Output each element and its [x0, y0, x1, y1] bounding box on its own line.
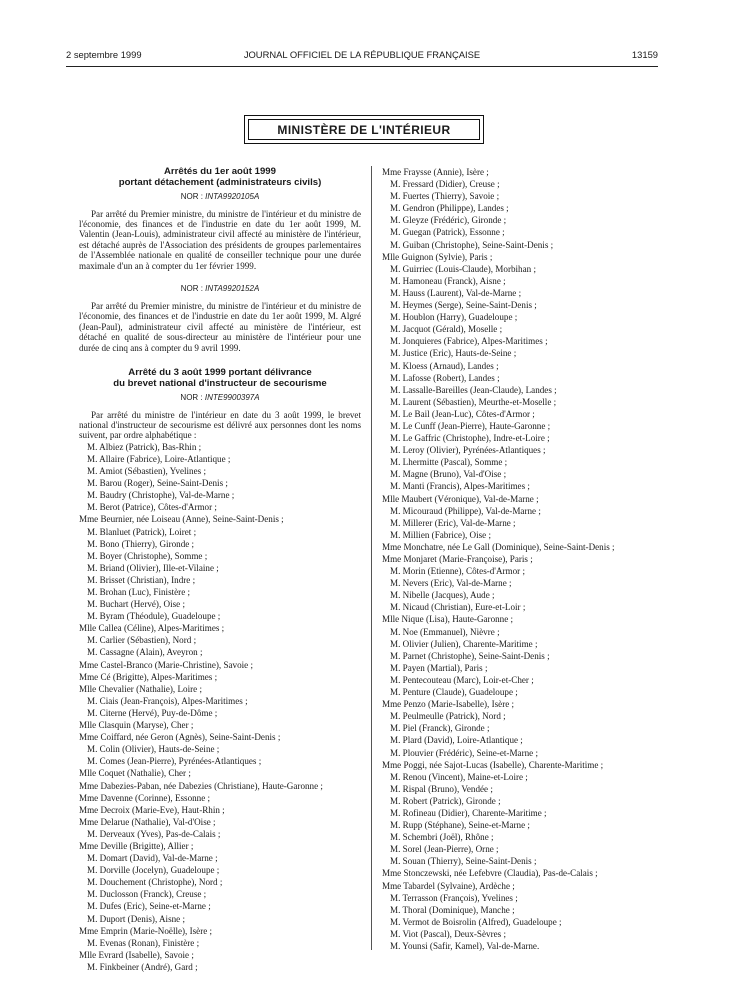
list-item: M. Jonquieres (Fabrice), Alpes-Maritimes ;: [390, 336, 548, 347]
nor-label: NOR :: [180, 191, 206, 201]
header-rule: [66, 66, 658, 67]
list-item: M. Souan (Thierry), Seine-Saint-Denis ;: [390, 856, 537, 867]
list-item: M. Plouvier (Frédéric), Seine-et-Marne ;: [390, 747, 538, 758]
list-item: M. Le Gaffric (Christophe), Indre-et-Loire ;: [390, 433, 550, 444]
list-item: Mme Dabezies-Paban, née Dabezies (Christiane), Haute-Garonne ;: [79, 780, 323, 791]
page-header: [66, 49, 658, 63]
left-name-list: [79, 441, 361, 973]
section1-nor1: [79, 191, 361, 202]
left-column: [79, 166, 361, 973]
list-item: Mlle Callea (Céline), Alpes-Maritimes ;: [79, 623, 225, 634]
header-journal-title: JOURNAL OFFICIEL DE LA RÉPUBLIQUE FRANÇAISE: [243, 49, 481, 60]
list-item: M. Domart (David), Val-de-Marne ;: [87, 853, 218, 864]
list-item: M. Micouraud (Philippe), Val-de-Marne ;: [390, 505, 541, 516]
list-item: M. Olivier (Julien), Charente-Maritime ;: [390, 638, 538, 649]
list-item: M. Citerne (Hervé), Puy-de-Dôme ;: [87, 707, 218, 718]
list-item: M. Blanluet (Patrick), Loiret ;: [87, 526, 197, 537]
nor-code: INTA9920105A: [205, 191, 260, 201]
section2-intro: Par arrêté du ministre de l'intérieur en date du 3 août 1999, le brevet national d'instructeur de secourisme est délivré aux personnes dont les noms suivent, par ordre alphabétique :: [79, 409, 361, 441]
list-item: Mlle Nique (Lisa), Haute-Garonne ;: [382, 614, 514, 625]
list-item: M. Guiban (Christophe), Seine-Saint-Denis ;: [390, 239, 554, 250]
list-item: M. Rispal (Bruno), Vendée ;: [390, 783, 493, 794]
list-item: Mme Tabardel (Sylvaine), Ardèche ;: [382, 880, 515, 891]
right-column: [382, 166, 666, 952]
list-item: M. Schembri (Joël), Rhône ;: [390, 832, 494, 843]
nor-label: NOR :: [180, 392, 205, 402]
list-item: M. Le Cunff (Jean-Pierre), Haute-Garonne ;: [390, 420, 551, 431]
list-item: Mme Coiffard, née Geron (Agnès), Seine-Saint-Denis ;: [79, 732, 281, 743]
list-item: Mme Monjaret (Marie-Françoise), Paris ;: [382, 554, 533, 564]
list-item: Mme Stonczewski, née Lefebvre (Claudia), Pas-de-Calais ;: [382, 868, 598, 879]
list-item: Mme Delarue (Nathalie), Val-d'Oise ;: [79, 816, 216, 827]
header-date: 2 septembre 1999: [66, 49, 142, 60]
list-item: M. Guegan (Patrick), Essonne ;: [390, 227, 505, 238]
list-item: M. Amiot (Sébastien), Yvelines ;: [87, 466, 206, 477]
list-item: Mme Castel-Branco (Marie-Christine), Savoie ;: [79, 659, 253, 670]
list-item: M. Buchart (Hervé), Oise ;: [87, 599, 185, 610]
list-item: M. Allaire (Fabrice), Loire-Atlantique ;: [87, 453, 231, 464]
section1-title: [79, 166, 361, 189]
list-item: M. Younsi (Safir, Kamel), Val-de-Marne.: [390, 941, 540, 951]
list-item: M. Fuertes (Thierry), Savoie ;: [390, 191, 500, 202]
list-item: M. Peulmeulle (Patrick), Nord ;: [390, 711, 506, 722]
list-item: Mlle Guignon (Sylvie), Paris ;: [382, 251, 493, 262]
list-item: M. Rupp (Stéphane), Seine-et-Marne ;: [390, 820, 530, 831]
list-item: M. Brohan (Luc), Finistère ;: [87, 587, 191, 597]
list-item: M. Terrasson (François), Yvelines ;: [390, 892, 518, 903]
section2-nor: [79, 392, 361, 403]
list-item: M. Colin (Olivier), Hauts-de-Seine ;: [87, 744, 220, 755]
list-item: M. Justice (Eric), Hauts-de-Seine ;: [390, 348, 517, 359]
list-item: M. Heymes (Serge), Seine-Saint-Denis ;: [390, 300, 537, 311]
list-item: M. Guirriec (Louis-Claude), Morbihan ;: [390, 263, 536, 274]
list-item: M. Lhermitte (Pascal), Somme ;: [390, 457, 508, 468]
list-item: M. Leroy (Olivier), Pyrénées-Atlantiques ;: [390, 445, 546, 456]
list-item: M. Dorville (Jocelyn), Guadeloupe ;: [87, 865, 220, 876]
list-item: Mme Emprin (Marie-Noëlle), Isère ;: [79, 925, 213, 936]
list-item: M. Berot (Patrice), Côtes-d'Armor ;: [87, 502, 217, 513]
list-item: M. Viot (Pascal), Deux-Sèvres ;: [390, 928, 506, 939]
list-item: M. Houblon (Harry), Guadeloupe ;: [390, 312, 518, 323]
list-item: M. Vermot de Boisrolin (Alfred), Guadeloupe ;: [390, 916, 562, 927]
list-item: M. Manti (Francis), Alpes-Maritimes ;: [390, 481, 530, 492]
list-item: M. Barou (Roger), Seine-Saint-Denis ;: [87, 478, 228, 489]
list-item: Mme Beurnier, née Loiseau (Anne), Seine-Saint-Denis ;: [79, 514, 284, 525]
column-divider: [371, 166, 372, 950]
list-item: M. Byram (Théodule), Guadeloupe ;: [87, 611, 221, 622]
list-item: M. Nicaud (Christian), Eure-et-Loir ;: [390, 602, 526, 613]
list-item: M. Plard (David), Loire-Atlantique ;: [390, 735, 523, 746]
list-item: Mme Deville (Brigitte), Allier ;: [79, 840, 194, 851]
list-item: M. Gleyze (Frédéric), Gironde ;: [390, 215, 507, 226]
section1-paragraph2: Par arrêté du Premier ministre, du ministre de l'intérieur et du ministre de l'économie, des finances et de l'industrie en date du 1er août 1999, M. Algré (Jean-Paul), administrateur civil affecté au ministère de l'intérieur, est détaché en qualité de sous-directeur au ministère de l'intérieur pour une durée de cinq ans à compter du 9 avril 1999.: [79, 301, 361, 353]
section1-paragraph1: Par arrêté du Premier ministre, du ministre de l'intérieur et du ministre de l'économie, des finances et de l'industrie en date du 1er août 1999, M. Valentin (Jean-Louis), administrateur civil affecté au ministère de l'intérieur, est détaché auprès de l'Association des présidents de groupes parlementaires de l'Assemblée nationale en qualité de conseiller technique pour une durée maximale d'un an à compter du 1er février 1999.: [79, 208, 361, 271]
list-item: M. Brisset (Christian), Indre ;: [87, 574, 196, 585]
list-item: Mme Davenne (Corinne), Essonne ;: [79, 792, 211, 803]
list-item: M. Derveaux (Yves), Pas-de-Calais ;: [87, 828, 221, 839]
list-item: M. Ciais (Jean-François), Alpes-Maritimes ;: [87, 695, 248, 706]
list-item: M. Evenas (Ronan), Finistère ;: [87, 937, 200, 948]
list-item: Mme Penzo (Marie-Isabelle), Isère ;: [382, 699, 515, 710]
list-item: Mlle Maubert (Véronique), Val-de-Marne ;: [382, 493, 539, 504]
list-item: M. Millerer (Eric), Val-de-Marne ;: [390, 517, 516, 528]
nor-code: INTA9920152A: [205, 284, 260, 294]
list-item: M. Bono (Thierry), Gironde ;: [87, 538, 195, 549]
list-item: M. Payen (Martial), Paris ;: [390, 662, 488, 673]
list-item: M. Robert (Patrick), Gironde ;: [390, 795, 501, 806]
list-item: M. Noe (Emmanuel), Nièvre ;: [390, 626, 500, 637]
list-item: M. Lafosse (Robert), Landes ;: [390, 372, 500, 383]
list-item: Mlle Chevalier (Nathalie), Loire ;: [79, 683, 202, 694]
list-item: M. Renou (Vincent), Maine-et-Loire ;: [390, 771, 528, 782]
list-item: M. Parnet (Christophe), Seine-Saint-Denis ;: [390, 650, 550, 661]
ministry-title: MINISTÈRE DE L'INTÉRIEUR: [248, 119, 480, 140]
list-item: M. Kloess (Arnaud), Landes ;: [390, 360, 499, 371]
list-item: M. Hamoneau (Franck), Aisne ;: [390, 275, 506, 286]
list-item: M. Baudry (Christophe), Val-de-Marne ;: [87, 490, 235, 501]
list-item: M. Nibelle (Jacques), Aude ;: [390, 590, 495, 601]
list-item: Mme Poggi, née Sajot-Lucas (Isabelle), Charente-Maritime ;: [382, 759, 604, 770]
section1-title-line2: portant détachement (administrateurs civils): [118, 177, 322, 189]
header-page-number: 13159: [631, 49, 658, 60]
section2-title: [79, 367, 361, 390]
list-item: M. Boyer (Christophe), Somme ;: [87, 550, 208, 561]
list-item: M. Cassagne (Alain), Aveyron ;: [87, 647, 203, 658]
list-item: M. Duport (Denis), Aisne ;: [87, 913, 186, 924]
list-item: M. Hauss (Laurent), Val-de-Marne ;: [390, 287, 522, 298]
list-item: M. Carlier (Sébastien), Nord ;: [87, 635, 197, 646]
ministry-box: [244, 115, 484, 144]
list-item: Mlle Coquet (Nathalie), Cher ;: [79, 768, 191, 779]
section1-title-line1: Arrêtés du 1er août 1999: [164, 166, 276, 177]
list-item: M. Magne (Bruno), Val-d'Oise ;: [390, 469, 507, 480]
list-item: M. Morin (Etienne), Côtes-d'Armor ;: [390, 566, 525, 577]
list-item: M. Nevers (Eric), Val-de-Marne ;: [390, 578, 512, 589]
nor-label: NOR :: [180, 284, 206, 294]
list-item: M. Briand (Olivier), Ille-et-Vilaine ;: [87, 562, 219, 573]
list-item: M. Albiez (Patrick), Bas-Rhin ;: [87, 441, 202, 452]
list-item: Mlle Clasquin (Maryse), Cher ;: [79, 720, 194, 731]
list-item: M. Fressard (Didier), Creuse ;: [390, 179, 500, 190]
list-item: M. Penture (Claude), Guadeloupe ;: [390, 687, 518, 698]
list-item: M. Finkbeiner (André), Gard ;: [87, 961, 198, 972]
list-item: M. Jacquot (Gérald), Moselle ;: [390, 324, 503, 335]
list-item: M. Sorel (Jean-Pierre), Orne ;: [390, 844, 499, 855]
list-item: M. Comes (Jean-Pierre), Pyrénées-Atlantiques ;: [87, 756, 262, 767]
list-item: M. Millien (Fabrice), Oise ;: [390, 529, 492, 540]
section2-title-line2: du brevet national d'instructeur de secourisme: [113, 378, 327, 390]
list-item: M. Rofineau (Didier), Charente-Maritime ;: [390, 807, 547, 818]
list-item: M. Thoral (Dominique), Manche ;: [390, 904, 515, 915]
list-item: M. Duclosson (Franck), Creuse ;: [87, 889, 207, 900]
list-item: Mme Monchatre, née Le Gall (Dominique), Seine-Saint-Denis ;: [382, 541, 615, 552]
list-item: Mme Cé (Brigitte), Alpes-Maritimes ;: [79, 671, 218, 682]
list-item: Mme Decroix (Marie-Eve), Haut-Rhin ;: [79, 804, 225, 815]
list-item: M. Gendron (Philippe), Landes ;: [390, 203, 509, 214]
section2-title-line1: Arrêté du 3 août 1999 portant délivrance: [128, 367, 312, 379]
list-item: M. Lassalle-Bareilles (Jean-Claude), Landes ;: [390, 384, 557, 395]
right-name-list: [382, 166, 666, 952]
list-item: M. Laurent (Sébastien), Meurthe-et-Moselle ;: [390, 396, 557, 407]
list-item: Mlle Evrard (Isabelle), Savoie ;: [79, 949, 194, 960]
list-item: M. Piel (Franck), Gironde ;: [390, 723, 490, 734]
list-item: M. Douchement (Christophe), Nord ;: [87, 877, 223, 888]
list-item: M. Pentecouteau (Marc), Loir-et-Cher ;: [390, 674, 534, 685]
section1-nor2: [79, 283, 361, 294]
list-item: M. Le Bail (Jean-Luc), Côtes-d'Armor ;: [390, 408, 535, 419]
list-item: M. Dufes (Eric), Seine-et-Marne ;: [87, 901, 211, 912]
nor-code: INTE9900397A: [204, 392, 260, 402]
list-item: Mme Fraysse (Annie), Isère ;: [382, 167, 489, 177]
